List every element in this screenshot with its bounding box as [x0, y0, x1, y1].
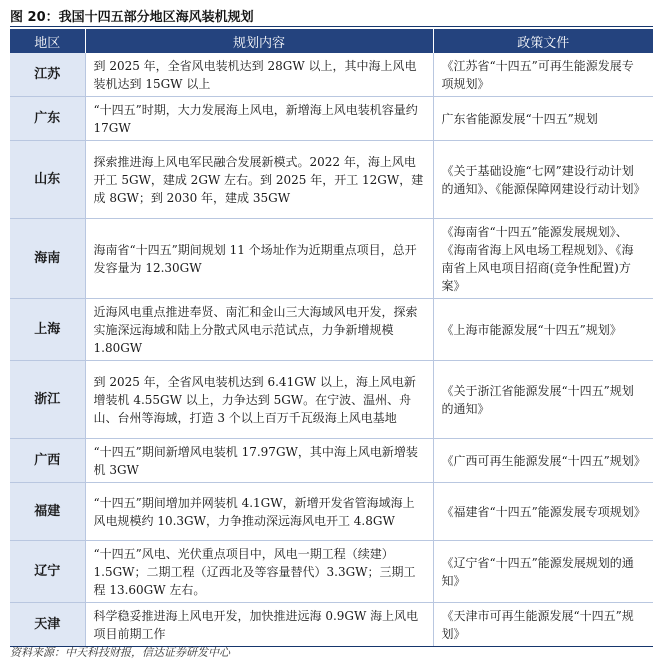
header-policy: 政策文件 — [433, 29, 653, 53]
region-cell: 浙江 — [10, 361, 85, 439]
region-cell: 广西 — [10, 439, 85, 483]
table-row — [10, 97, 653, 141]
policy-cell: 《上海市能源发展“十四五”规划》 — [433, 299, 653, 361]
policy-cell: 《关于浙江省能源发展“十四五”规划的通知》 — [433, 361, 653, 439]
plan-cell: 到 2025 年，全省风电装机达到 28GW 以上，其中海上风电装机达到 15GW 以上 — [85, 53, 433, 97]
region-cell: 天津 — [10, 603, 85, 647]
policy-cell: 《福建省“十四五”能源发展专项规划》 — [433, 483, 653, 541]
region-cell: 辽宁 — [10, 541, 85, 603]
plan-cell: “十四五”期间增加并网装机 4.1GW，新增开发省管海域海上风电规模约 10.3GW，力争推动深远海风电开工 4.8GW — [85, 483, 433, 541]
region-cell: 福建 — [10, 483, 85, 541]
policy-cell: 《广西可再生能源发展“十四五”规划》 — [433, 439, 653, 483]
policy-cell: 《海南省“十四五”能源发展规划》、《海南省海上风电场工程规划》、《海南省上风电项目招商(竞争性配置)方案》 — [433, 219, 653, 299]
source-note: 资料来源：中天科技财报，信达证券研发中心 — [10, 646, 230, 659]
plan-cell: “十四五”时期，大力发展海上风电，新增海上风电装机容量约 17GW — [85, 97, 433, 141]
policy-cell: 广东省能源发展“十四五”规划 — [433, 97, 653, 141]
region-cell: 广东 — [10, 97, 85, 141]
table-row — [10, 219, 653, 299]
table-row — [10, 53, 653, 97]
plan-cell: 科学稳妥推进海上风电开发，加快推进远海 0.9GW 海上风电项目前期工作 — [85, 603, 433, 647]
plan-cell: “十四五”期间新增风电装机 17.97GW，其中海上风电新增装机 3GW — [85, 439, 433, 483]
policy-cell: 《关于基础设施“七网”建设行动计划的通知》、《能源保障网建设行动计划》 — [433, 141, 653, 219]
header-region: 地区 — [10, 29, 85, 53]
offshore-wind-plan-table — [10, 29, 653, 647]
table-row — [10, 299, 653, 361]
table-row — [10, 603, 653, 647]
plan-cell: 近海风电重点推进奉贤、南汇和金山三大海域风电开发，探索实施深远海域和陆上分散式风电示范试点，力争新增规模 1.80GW — [85, 299, 433, 361]
table-row — [10, 361, 653, 439]
title-rule — [10, 26, 653, 27]
plan-cell: “十四五”风电、光伏重点项目中，风电一期工程（续建）1.5GW；二期工程（辽西北及等容量替代）3.3GW；三期工程 13.60GW 左右。 — [85, 541, 433, 603]
region-cell: 上海 — [10, 299, 85, 361]
policy-cell: 《江苏省“十四五”可再生能源发展专项规划》 — [433, 53, 653, 97]
table-row — [10, 541, 653, 603]
table-row — [10, 483, 653, 541]
table-header-row — [10, 29, 653, 53]
policy-cell: 《天津市可再生能源发展“十四五”规划》 — [433, 603, 653, 647]
plan-cell: 海南省“十四五”期间规划 11 个场址作为近期重点项目，总开发容量为 12.30GW — [85, 219, 433, 299]
table-row — [10, 141, 653, 219]
header-plan: 规划内容 — [85, 29, 433, 53]
policy-cell: 《辽宁省“十四五”能源发展规划的通知》 — [433, 541, 653, 603]
region-cell: 山东 — [10, 141, 85, 219]
region-cell: 江苏 — [10, 53, 85, 97]
plan-cell: 探索推进海上风电军民融合发展新模式。2022 年，海上风电开工 5GW，建成 2GW 左右。到 2025 年，开工 12GW，建成 8GW；到 2030 年，建成 35GW — [85, 141, 433, 219]
figure-title: 图 20：我国十四五部分地区海风装机规划 — [10, 10, 254, 25]
region-cell: 海南 — [10, 219, 85, 299]
plan-cell: 到 2025 年，全省风电装机达到 6.41GW 以上，海上风电新增装机 4.55GW 以上，力争达到 5GW。在宁波、温州、舟山、台州等海域，打造 3 个以上百万千瓦级海上风电基地 — [85, 361, 433, 439]
table-row — [10, 439, 653, 483]
